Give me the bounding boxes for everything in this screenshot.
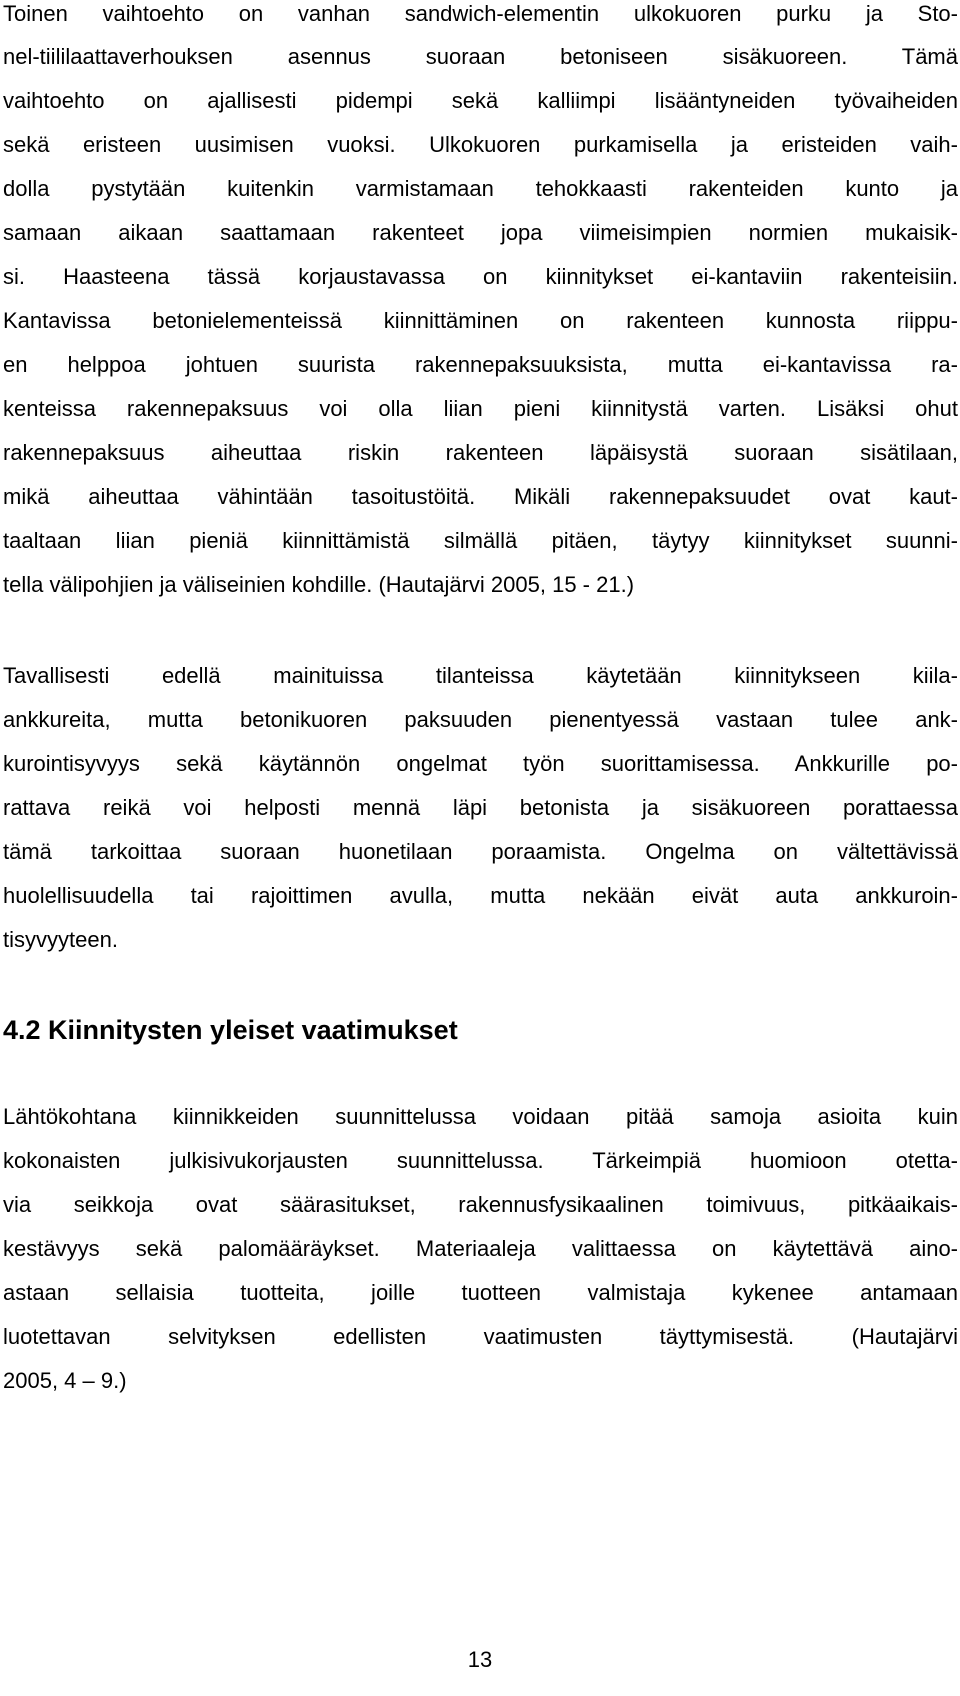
paragraph-line: huolellisuudella tai rajoittimen avulla, mutta nekään eivät auta ankkuroin- xyxy=(3,883,958,908)
section-heading: 4.2 Kiinnitysten yleiset vaatimukset xyxy=(3,1015,458,1045)
paragraph-line: sekä eristeen uusimisen vuoksi. Ulkokuoren purkamisella ja eristeiden vaih- xyxy=(3,132,958,157)
paragraph-line: Toinen vaihtoehto on vanhan sandwich-elementin ulkokuoren purku ja Sto- xyxy=(3,1,958,26)
paragraph-line: nel-tiililaattaverhouksen asennus suoraan betoniseen sisäkuoreen. Tämä xyxy=(3,44,958,69)
paragraph-line: vaihtoehto on ajallisesti pidempi sekä kalliimpi lisääntyneiden työvaiheiden xyxy=(3,88,958,113)
paragraph-line: tisyvyyteen. xyxy=(3,927,118,952)
paragraph-line: rattava reikä voi helposti mennä läpi betonista ja sisäkuoreen porattaessa xyxy=(3,795,958,820)
paragraph-line: luotettavan selvityksen edellisten vaatimusten täyttymisestä. (Hautajärvi xyxy=(3,1324,958,1349)
paragraph-line: samaan aikaan saattamaan rakenteet jopa viimeisimpien normien mukaisik- xyxy=(3,220,958,245)
paragraph-line: Tavallisesti edellä mainituissa tilanteissa käytetään kiinnitykseen kiila- xyxy=(3,663,958,688)
paragraph-line: tämä tarkoittaa suoraan huonetilaan poraamista. Ongelma on vältettävissä xyxy=(3,839,958,864)
paragraph-line: tella välipohjien ja väliseinien kohdille. (Hautajärvi 2005, 15 - 21.) xyxy=(3,572,635,597)
paragraph-line: kokonaisten julkisivukorjausten suunnittelussa. Tärkeimpiä huomioon otetta- xyxy=(3,1148,958,1173)
paragraph-line: rakennepaksuus aiheuttaa riskin rakenteen läpäisystä suoraan sisätilaan, xyxy=(3,440,958,465)
page-number: 13 xyxy=(467,1647,493,1672)
paragraph-line: si. Haasteena tässä korjaustavassa on kiinnitykset ei-kantaviin rakenteisiin. xyxy=(3,264,958,289)
paragraph-line: mikä aiheuttaa vähintään tasoitustöitä. Mikäli rakennepaksuudet ovat kaut- xyxy=(3,484,958,509)
paragraph-line: dolla pystytään kuitenkin varmistamaan tehokkaasti rakenteiden kunto ja xyxy=(3,176,958,201)
paragraph-line: taaltaan liian pieniä kiinnittämistä silmällä pitäen, täytyy kiinnitykset suunni- xyxy=(3,528,958,553)
paragraph-line: en helppoa johtuen suurista rakennepaksuuksista, mutta ei-kantavissa ra- xyxy=(3,352,958,377)
paragraph-line: Lähtökohtana kiinnikkeiden suunnittelussa voidaan pitää samoja asioita kuin xyxy=(3,1104,958,1129)
paragraph-line: Kantavissa betonielementeissä kiinnittäminen on rakenteen kunnosta riippu- xyxy=(3,308,958,333)
paragraph-line: 2005, 4 – 9.) xyxy=(3,1368,127,1393)
paragraph-line: kenteissa rakennepaksuus voi olla liian pieni kiinnitystä varten. Lisäksi ohut xyxy=(3,396,958,421)
paragraph-line: ankkureita, mutta betonikuoren paksuuden pienentyessä vastaan tulee ank- xyxy=(3,707,958,732)
paragraph-line: kestävyys sekä palomääräykset. Materiaaleja valittaessa on käytettävä aino- xyxy=(3,1236,958,1261)
paragraph-line: kurointisyvyys sekä käytännön ongelmat työn suorittamisessa. Ankkurille po- xyxy=(3,751,958,776)
paragraph-line: via seikkoja ovat säärasitukset, rakennusfysikaalinen toimivuus, pitkäaikais- xyxy=(3,1192,958,1217)
paragraph-line: astaan sellaisia tuotteita, joille tuotteen valmistaja kykenee antamaan xyxy=(3,1280,958,1305)
